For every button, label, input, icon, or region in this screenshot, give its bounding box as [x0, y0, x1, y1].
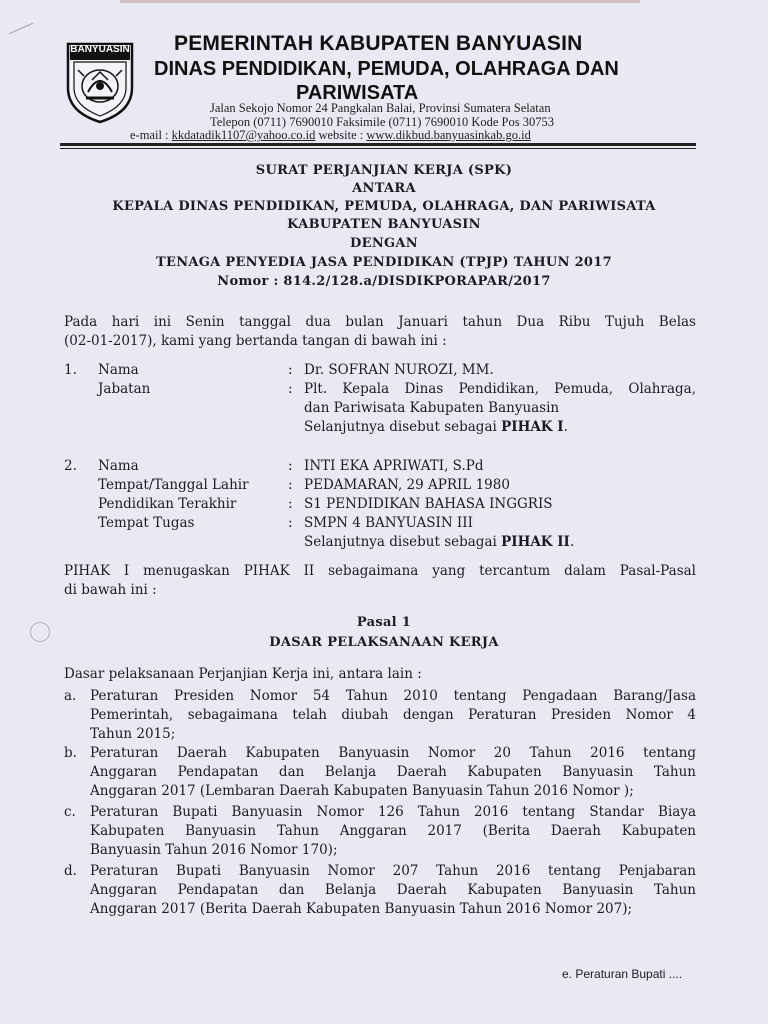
article-title: DASAR PELAKSANAAN KERJA — [269, 635, 499, 650]
party2-name-label: Nama — [98, 458, 139, 474]
letterhead-address: Jalan Sekojo Nomor 24 Pangkalan Balai, Provinsi Sumatera Selatan — [210, 101, 551, 115]
doc-title-with: DENGAN — [350, 236, 418, 251]
party1-job-label: Jabatan — [98, 381, 151, 397]
party2-designation-label: PIHAK II — [501, 534, 570, 550]
designation-prefix: Selanjutnya disebut sebagai — [304, 534, 502, 550]
list-item-letter: c. — [64, 804, 76, 820]
letterhead-rule-thick — [60, 143, 696, 146]
list-item-line: Tahun 2015; — [90, 726, 176, 742]
assignment-line1: PIHAK I menugaskan PIHAK II sebagaimana yang tercantum dalam Pasal-Pasal — [64, 563, 696, 579]
website-link: www.dikbud.banyuasinkab.go.id — [366, 128, 531, 142]
list-item-line: Peraturan Presiden Nomor 54 Tahun 2010 tentang Pengadaan Barang/Jasa — [90, 688, 696, 704]
email-link: kkdatadik1107@yahoo.co.id — [171, 128, 316, 142]
corner-mark — [9, 23, 33, 34]
list-item-line: Anggaran 2017 (Berita Daerah Kabupaten Banyuasin Tahun 2016 Nomor 207); — [90, 901, 633, 917]
doc-title-between: ANTARA — [352, 181, 416, 196]
party2-workplace: SMPN 4 BANYUASIN III — [304, 515, 473, 531]
list-item-line: Peraturan Daerah Kabupaten Banyuasin Nomor 20 Tahun 2016 tentang — [90, 745, 696, 761]
designation-suffix: . — [563, 419, 568, 435]
agency-name-line1: DINAS PENDIDIKAN, PEMUDA, OLAHRAGA DAN — [154, 58, 619, 80]
colon: : — [288, 496, 293, 512]
letterhead-contact — [130, 128, 531, 143]
colon: : — [288, 381, 293, 397]
doc-title-party1: KEPALA DINAS PENDIDIKAN, PEMUDA, OLAHRAGA, DAN PARIWISATA — [112, 199, 656, 214]
website-label: website : — [315, 128, 367, 142]
party2-number: 2. — [64, 458, 77, 474]
party2-birth-label: Tempat/Tanggal Lahir — [98, 477, 249, 493]
basis-intro: Dasar pelaksanaan Perjanjian Kerja ini, antara lain : — [64, 666, 422, 682]
party2-birth: PEDAMARAN, 29 APRIL 1980 — [304, 477, 510, 493]
letterhead — [150, 32, 740, 105]
doc-title: SURAT PERJANJIAN KERJA (SPK) — [255, 163, 513, 178]
colon: : — [288, 458, 293, 474]
doc-title-party2: TENAGA PENYEDIA JASA PENDIDIKAN (TPJP) TAHUN 2017 — [156, 255, 612, 270]
list-item-line: Anggaran 2017 (Lembaran Daerah Kabupaten Banyuasin Tahun 2016 Nomor ); — [90, 783, 634, 799]
list-item-letter: d. — [64, 863, 77, 879]
party2-name: INTI EKA APRIWATI, S.Pd — [304, 458, 484, 474]
colon: : — [288, 362, 293, 378]
party1-job-line1: Plt. Kepala Dinas Pendidikan, Pemuda, Olahraga, — [304, 381, 696, 397]
letterhead-rule-thin — [60, 148, 696, 149]
party1-number: 1. — [64, 362, 77, 378]
party1-name-label: Nama — [98, 362, 139, 378]
list-item-letter: b. — [64, 745, 77, 761]
list-item-line: Peraturan Bupati Banyuasin Nomor 126 Tahun 2016 tentang Standar Biaya — [90, 804, 696, 820]
party1-designation-label: PIHAK I — [501, 419, 564, 435]
list-item-line: Anggaran Pendapatan dan Belanja Daerah Kabupaten Banyuasin Tahun — [90, 764, 696, 780]
party1-designation — [304, 418, 568, 437]
list-item-line: Kabupaten Banyuasin Tahun Anggaran 2017 (Berita Daerah Kabupaten — [90, 823, 696, 839]
list-item-line: Pemerintah, sebagaimana telah diubah dengan Peraturan Presiden Nomor 4 — [90, 707, 696, 723]
party1-job-line2: dan Pariwisata Kabupaten Banyuasin — [304, 400, 560, 416]
logo-text: BANYUASIN — [70, 44, 130, 55]
letterhead-phone: Telepon (0711) 7690010 Faksimile (0711) 7690010 Kode Pos 30753 — [210, 115, 555, 129]
agency-name-line2: PARIWISATA — [296, 82, 419, 104]
continuation-note: e. Peraturan Bupati .... — [562, 967, 683, 981]
designation-suffix: . — [569, 534, 575, 550]
party2-workplace-label: Tempat Tugas — [98, 515, 195, 531]
list-item-line: Banyuasin Tahun 2016 Nomor 170); — [90, 842, 338, 858]
party2-designation — [304, 533, 574, 552]
party1-name: Dr. SOFRAN NUROZI, MM. — [304, 362, 494, 378]
list-item-letter: a. — [64, 688, 77, 704]
email-label: e-mail : — [130, 128, 172, 142]
intro-line2: (02-01-2017), kami yang bertanda tangan di bawah ini : — [64, 333, 447, 349]
list-item-line: Peraturan Bupati Banyuasin Nomor 207 Tahun 2016 tentang Penjabaran — [90, 863, 696, 879]
designation-prefix: Selanjutnya disebut sebagai — [304, 419, 502, 435]
party2-education: S1 PENDIDIKAN BAHASA INGGRIS — [304, 496, 553, 512]
government-name: PEMERINTAH KABUPATEN BANYUASIN — [174, 32, 583, 55]
colon: : — [288, 477, 293, 493]
colon: : — [288, 515, 293, 531]
article-number: Pasal 1 — [356, 615, 412, 630]
intro-line1: Pada hari ini Senin tanggal dua bulan Januari tahun Dua Ribu Tujuh Belas — [64, 314, 696, 330]
page-top-edge — [120, 0, 640, 3]
assignment-line2: di bawah ini : — [64, 582, 157, 598]
party2-education-label: Pendidikan Terakhir — [98, 496, 237, 512]
doc-title-regency: KABUPATEN BANYUASIN — [287, 217, 481, 232]
list-item-line: Anggaran Pendapatan dan Belanja Daerah Kabupaten Banyuasin Tahun — [90, 882, 696, 898]
doc-number: Nomor : 814.2/128.a/DISDIKPORAPAR/2017 — [217, 274, 551, 289]
